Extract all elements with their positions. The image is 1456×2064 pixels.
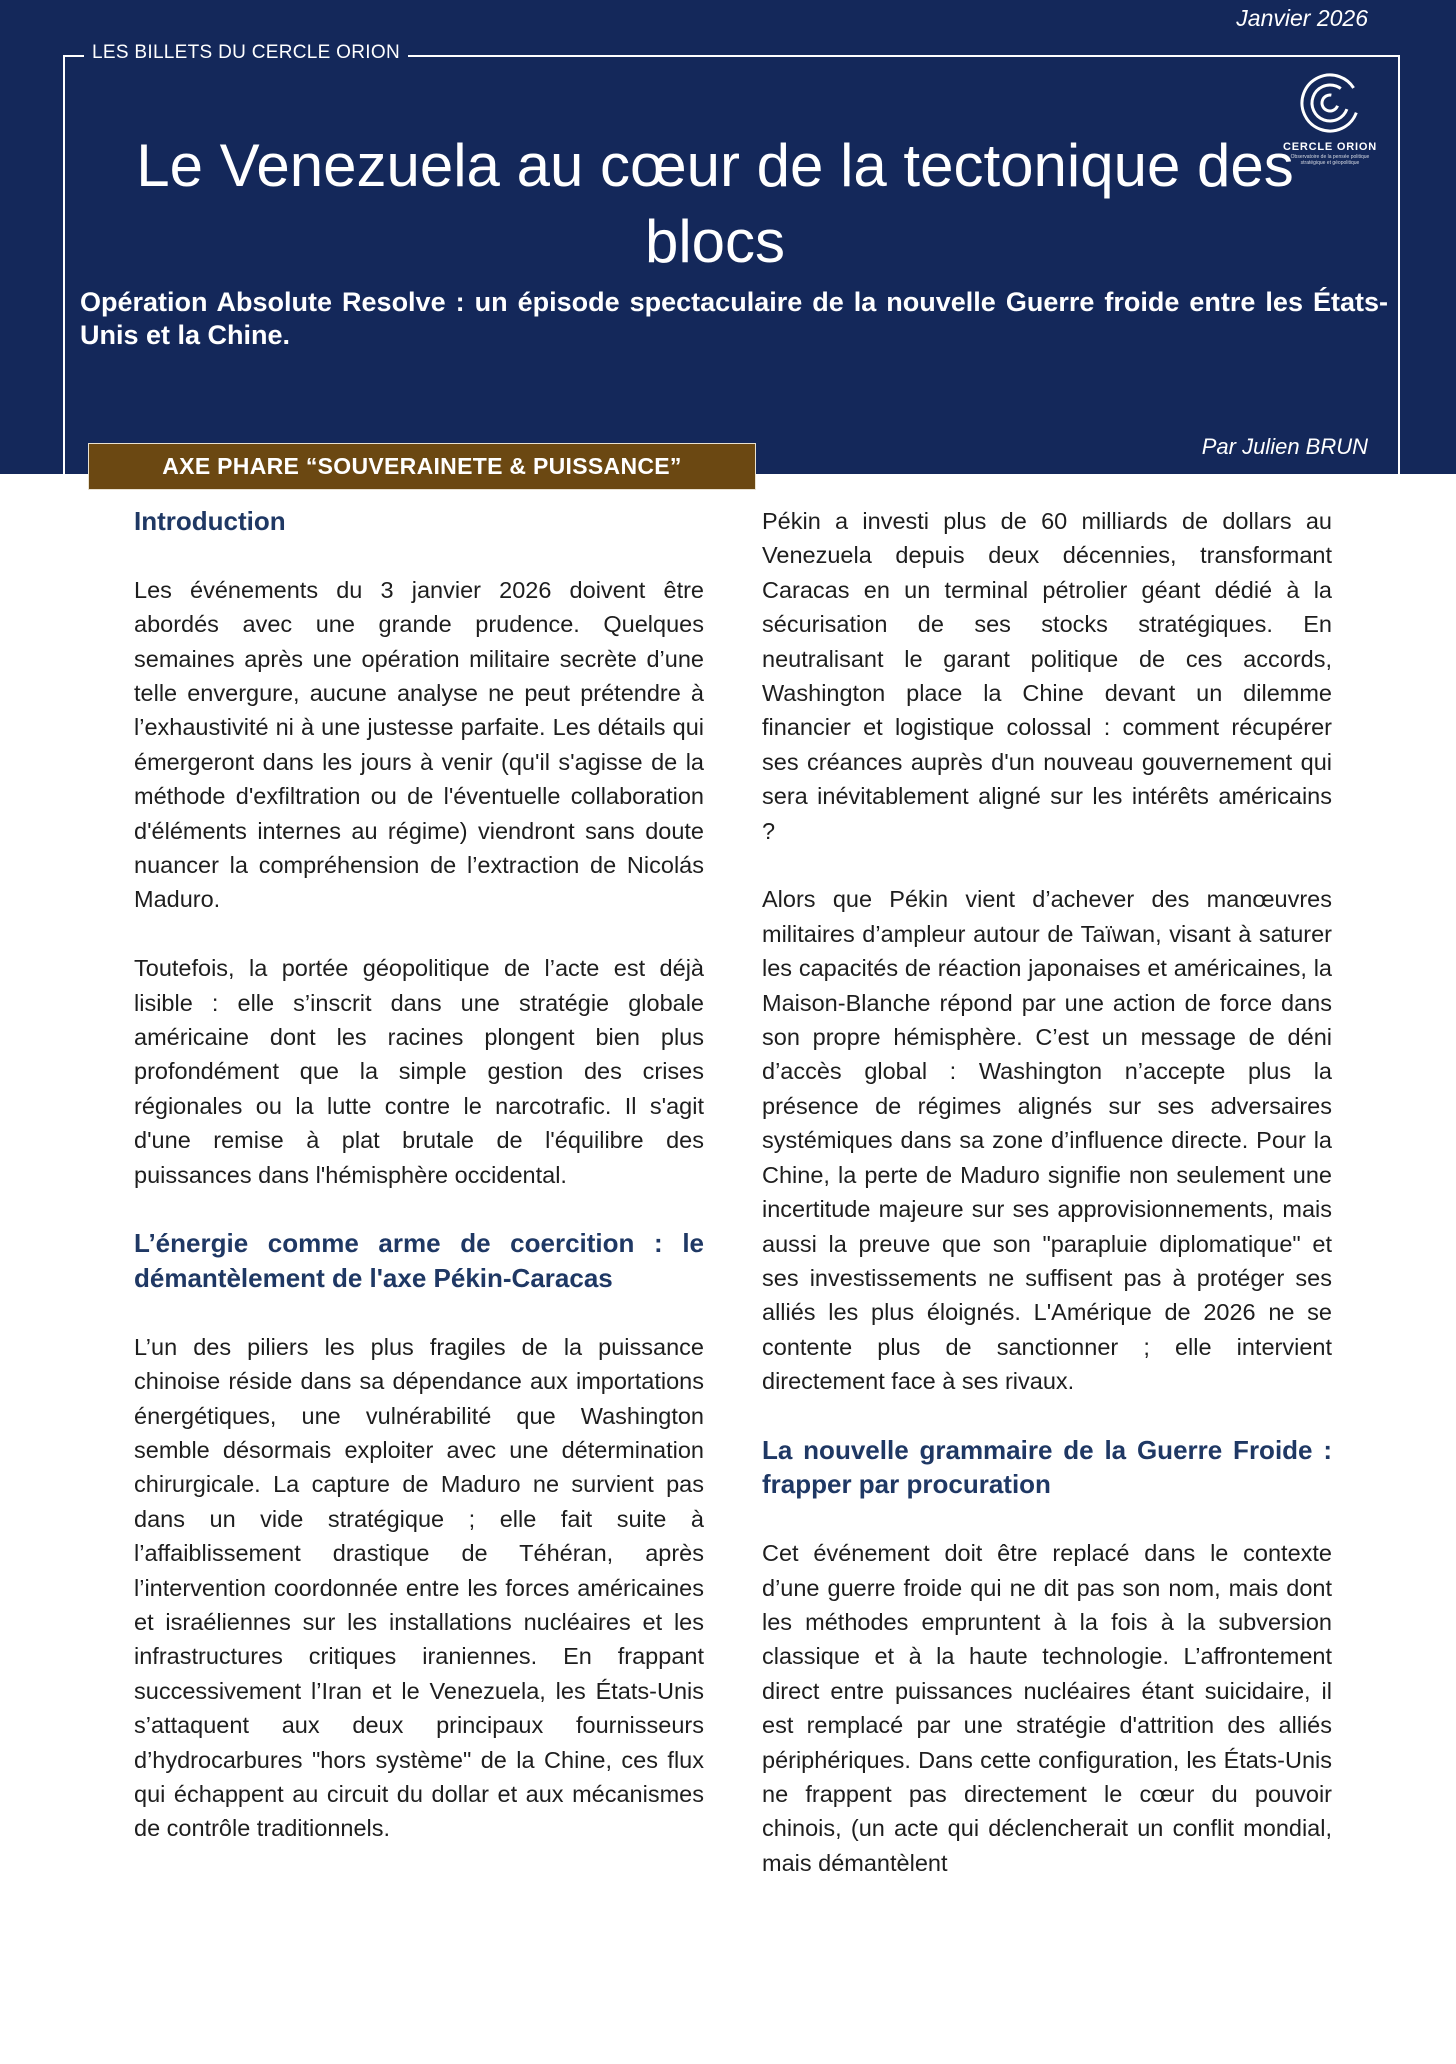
page-subtitle: Opération Absolute Resolve : un épisode spectaculaire de la nouvelle Guerre froide entre les États-Unis et la Chine. [80, 287, 1388, 350]
paragraph: L’un des piliers les plus fragiles de la puissance chinoise réside dans sa dépendance aux importations énergétiques, une vulnérabilité que Washington semble désormais exploiter avec une détermination chirurgicale. La capture de Maduro ne survient pas dans un vide stratégique ; elle fait suite à l’affaiblissement drastique de Téhéran, après l’intervention coordonnée entre les forces américaines et israéliennes sur les installations nucléaires et les infrastructures critiques iraniennes. En frappant successivement l’Iran et le Venezuela, les États-Unis s’attaquent aux deux principaux fournisseurs d’hydrocarbures "hors système" de la Chine, ces flux qui échappent au circuit du dollar et aux mécanismes de contrôle traditionnels. [134, 1333, 704, 1842]
right-column [762, 504, 1332, 1880]
paragraph: Cet événement doit être replacé dans le contexte d’une guerre froide qui ne dit pas son nom, mais dont les méthodes empruntent à la fois à la subversion classique et à la haute technologie. L’affrontement direct entre puissances nucléaires étant suicidaire, il est remplacé par une stratégie d'attrition des alliés périphériques. Dans cette configuration, les États-Unis ne frappent pas directement le cœur du pouvoir chinois, (un acte qui déclencherait un conflit mondial, mais démantèlent [762, 1540, 1332, 1876]
paragraph: Les événements du 3 janvier 2026 doivent être abordés avec une grande prudence. Quelques semaines après une opération militaire secrète d’une telle envergure, aucune analyse ne peut prétendre à l’exhaustivité ni à une justesse parfaite. Les détails qui émergeront dans les jours à venir (qu'il s'agisse de la méthode d'exfiltration ou de l'éventuelle collaboration d'éléments internes au régime) viendront sans doute nuancer la compréhension de l’extraction de Nicolás Maduro. [134, 576, 704, 913]
left-column [134, 504, 704, 1846]
axe-banner: AXE PHARE “SOUVERAINETE & PUISSANCE” [88, 443, 756, 490]
paragraph: Toutefois, la portée géopolitique de l’acte est déjà lisible : elle s’inscrit dans une stratégie globale américaine dont les racines plongent bien plus profondément que la simple gestion des crises régionales ou la lutte contre le narcotrafic. Il s'agit d'une remise à plat brutale de l'équilibre des puissances dans l'hémisphère occidental. [134, 955, 704, 1188]
paragraph: Alors que Pékin vient d’achever des manœuvres militaires d’ampleur autour de Taïwan, visant à saturer les capacités de réaction japonaises et américaines, la Maison-Blanche répond par une action de force dans son propre hémisphère. C’est un message de déni d’accès global : Washington n’accepte plus la présence de régimes alignés sur ses adversaires systémiques dans sa zone d’influence directe. Pour la Chine, la perte de Maduro signifie non seulement une incertitude majeure sur ses approvisionnements, mais aussi la preuve que son "parapluie diplomatique" et ses investissements ne suffisent pas à protéger ses alliés les plus éloignés. L'Amérique de 2026 ne se contente plus de sanctionner ; elle intervient directement face à ses rivaux. [762, 886, 1332, 1395]
section-heading-energie: L’énergie comme arme de coercition : le démantèlement de l'axe Pékin-Caracas [134, 1228, 704, 1293]
series-label: LES BILLETS DU CERCLE ORION [84, 42, 408, 64]
logo-tagline: Observatoire de la pensée politique stratégique et géopolitique [1290, 154, 1370, 166]
author-byline: Par Julien BRUN [1201, 434, 1368, 459]
cercle-orion-logo [1280, 72, 1380, 166]
orion-circles-icon [1299, 72, 1361, 134]
section-heading-introduction: Introduction [134, 506, 286, 536]
section-heading-guerre-froide: La nouvelle grammaire de la Guerre Froide : frapper par procuration [762, 1434, 1332, 1500]
logo-name: CERCLE ORION [1283, 141, 1377, 153]
page-title: Le Venezuela au cœur de la tectonique des blocs [136, 132, 1294, 276]
issue-date: Janvier 2026 [1236, 5, 1368, 31]
paragraph: Pékin a investi plus de 60 milliards de dollars au Venezuela depuis deux décennies, transformant Caracas en un terminal pétrolier géant dédié à la sécurisation de ses stocks stratégiques. En neutralisant le garant politique de ces accords, Washington place la Chine devant un dilemme financier et logistique colossal : comment récupérer ses créances auprès d'un nouveau gouvernement qui sera inévitablement aligné sur les intérêts américains ? [762, 508, 1332, 844]
